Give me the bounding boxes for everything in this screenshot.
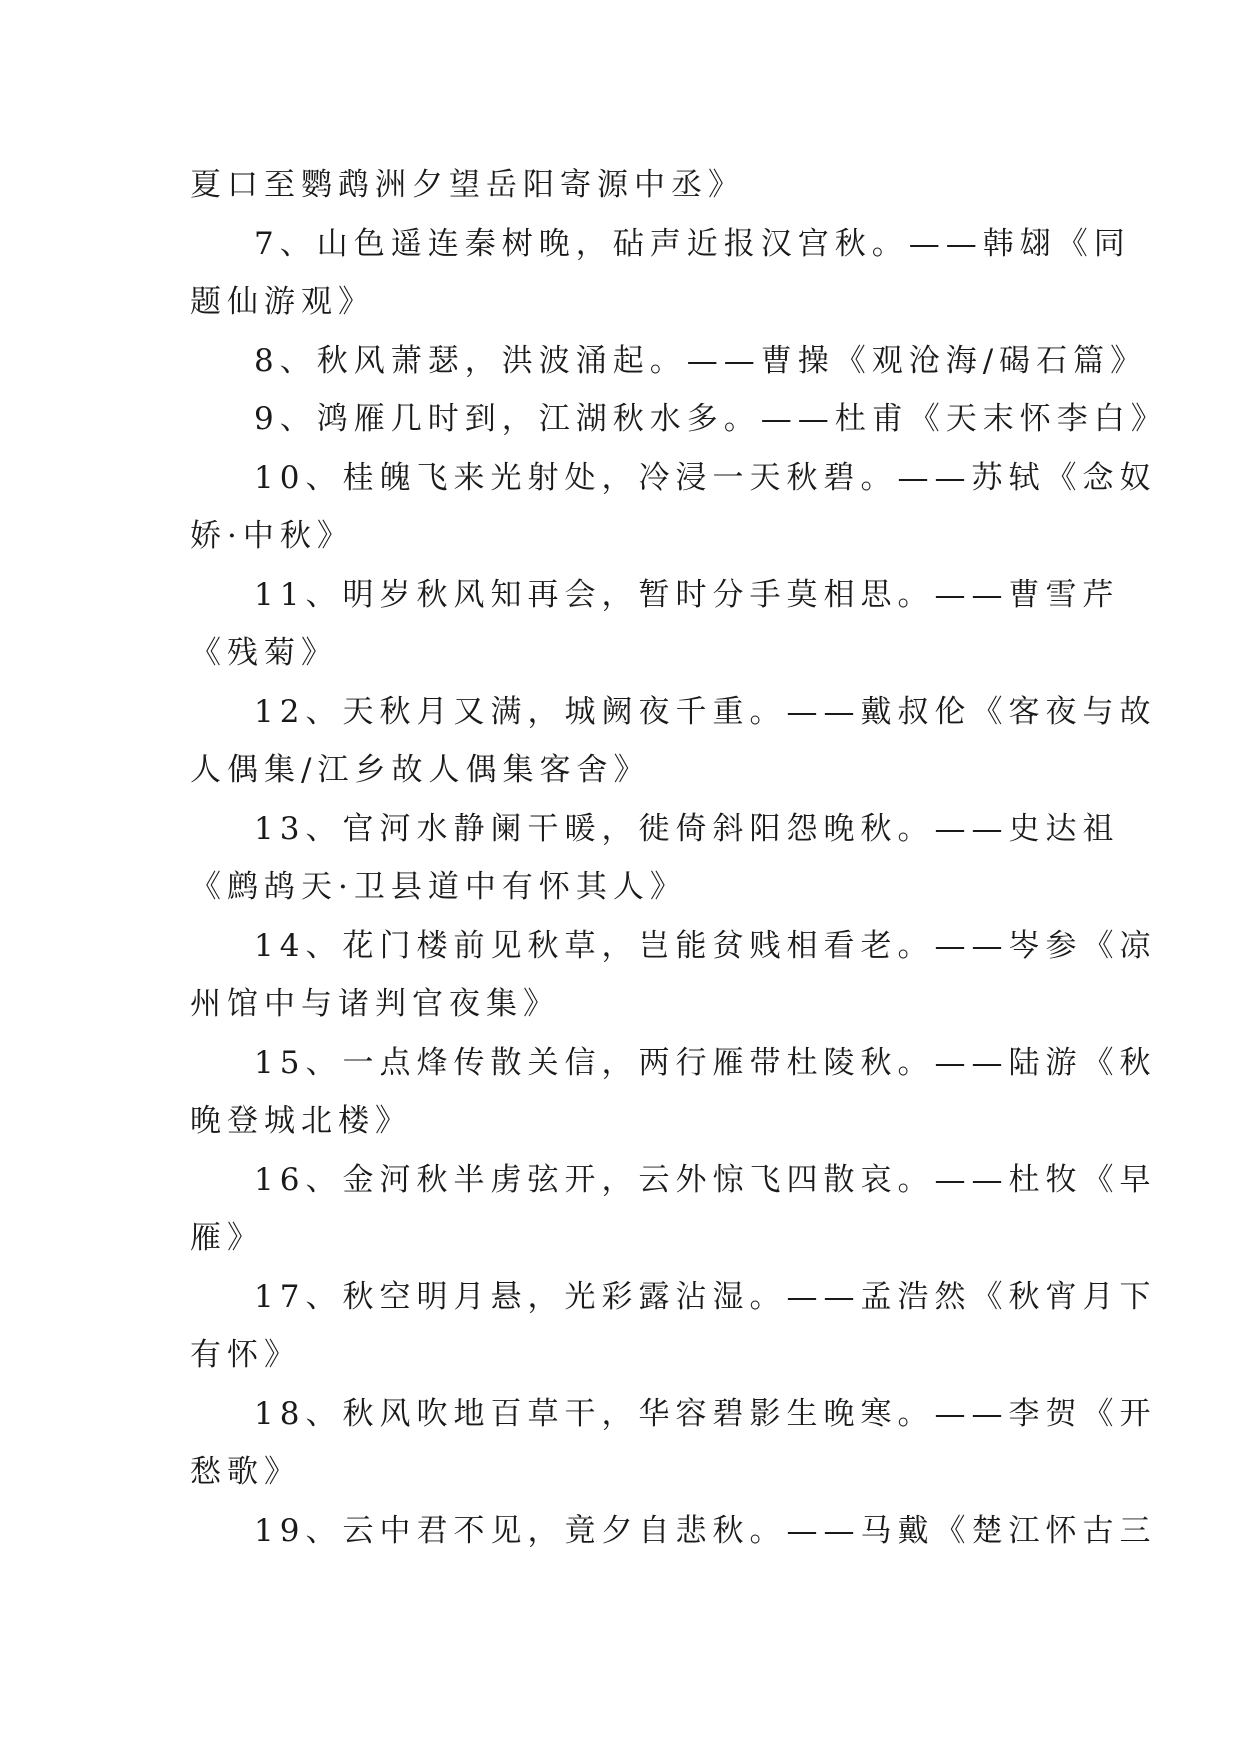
text-line: 9、鸿雁几时到，江湖秋水多。——杜甫《天末怀李白》 bbox=[254, 401, 1168, 437]
text-line: 10、桂魄飞来光射处，冷浸一天秋碧。——苏轼《念奴 bbox=[254, 459, 1157, 496]
text-line: 娇·中秋》 bbox=[190, 518, 354, 554]
text-line: 有怀》 bbox=[190, 1337, 301, 1373]
text-line: 8、秋风萧瑟，洪波涌起。——曹操《观沧海/碣石篇》 bbox=[254, 342, 1148, 379]
document-body bbox=[190, 156, 1168, 1560]
text-line: 13、官河水静阑干暖，徙倚斜阳怨晚秋。——史达祖 bbox=[254, 810, 1120, 847]
text-line: 12、天秋月又满，城阙夜千重。——戴叔伦《客夜与故 bbox=[254, 693, 1157, 730]
text-line: 7、山色遥连秦树晚，砧声近报汉宫秋。——韩翃《同 bbox=[254, 225, 1131, 262]
text-line: 晚登城北楼》 bbox=[190, 1103, 412, 1139]
text-line: 夏口至鹦鹉洲夕望岳阳寄源中丞》 bbox=[190, 167, 745, 203]
text-line: 14、花门楼前见秋草，岂能贫贱相看老。——岑参《凉 bbox=[254, 927, 1157, 964]
text-line: 人偶集/江乡故人偶集客舍》 bbox=[190, 752, 651, 788]
text-line: 17、秋空明月悬，光彩露沾湿。——孟浩然《秋宵月下 bbox=[254, 1278, 1157, 1315]
text-line: 题仙游观》 bbox=[190, 284, 375, 320]
text-line: 州馆中与诸判官夜集》 bbox=[190, 986, 560, 1022]
text-line: 《鹧鸪天·卫县道中有怀其人》 bbox=[190, 869, 687, 905]
text-line: 《残菊》 bbox=[190, 635, 338, 671]
text-line: 11、明岁秋风知再会，暂时分手莫相思。——曹雪芹 bbox=[254, 576, 1120, 613]
text-line: 19、云中君不见，竟夕自悲秋。——马戴《楚江怀古三 bbox=[254, 1512, 1157, 1549]
text-line: 愁歌》 bbox=[190, 1454, 301, 1490]
text-line: 15、一点烽传散关信，两行雁带杜陵秋。——陆游《秋 bbox=[254, 1044, 1157, 1081]
text-line: 18、秋风吹地百草干，华容碧影生晚寒。——李贺《开 bbox=[254, 1395, 1157, 1432]
text-line: 16、金河秋半虏弦开，云外惊飞四散哀。——杜牧《早 bbox=[254, 1161, 1157, 1198]
text-line: 雁》 bbox=[190, 1220, 264, 1256]
